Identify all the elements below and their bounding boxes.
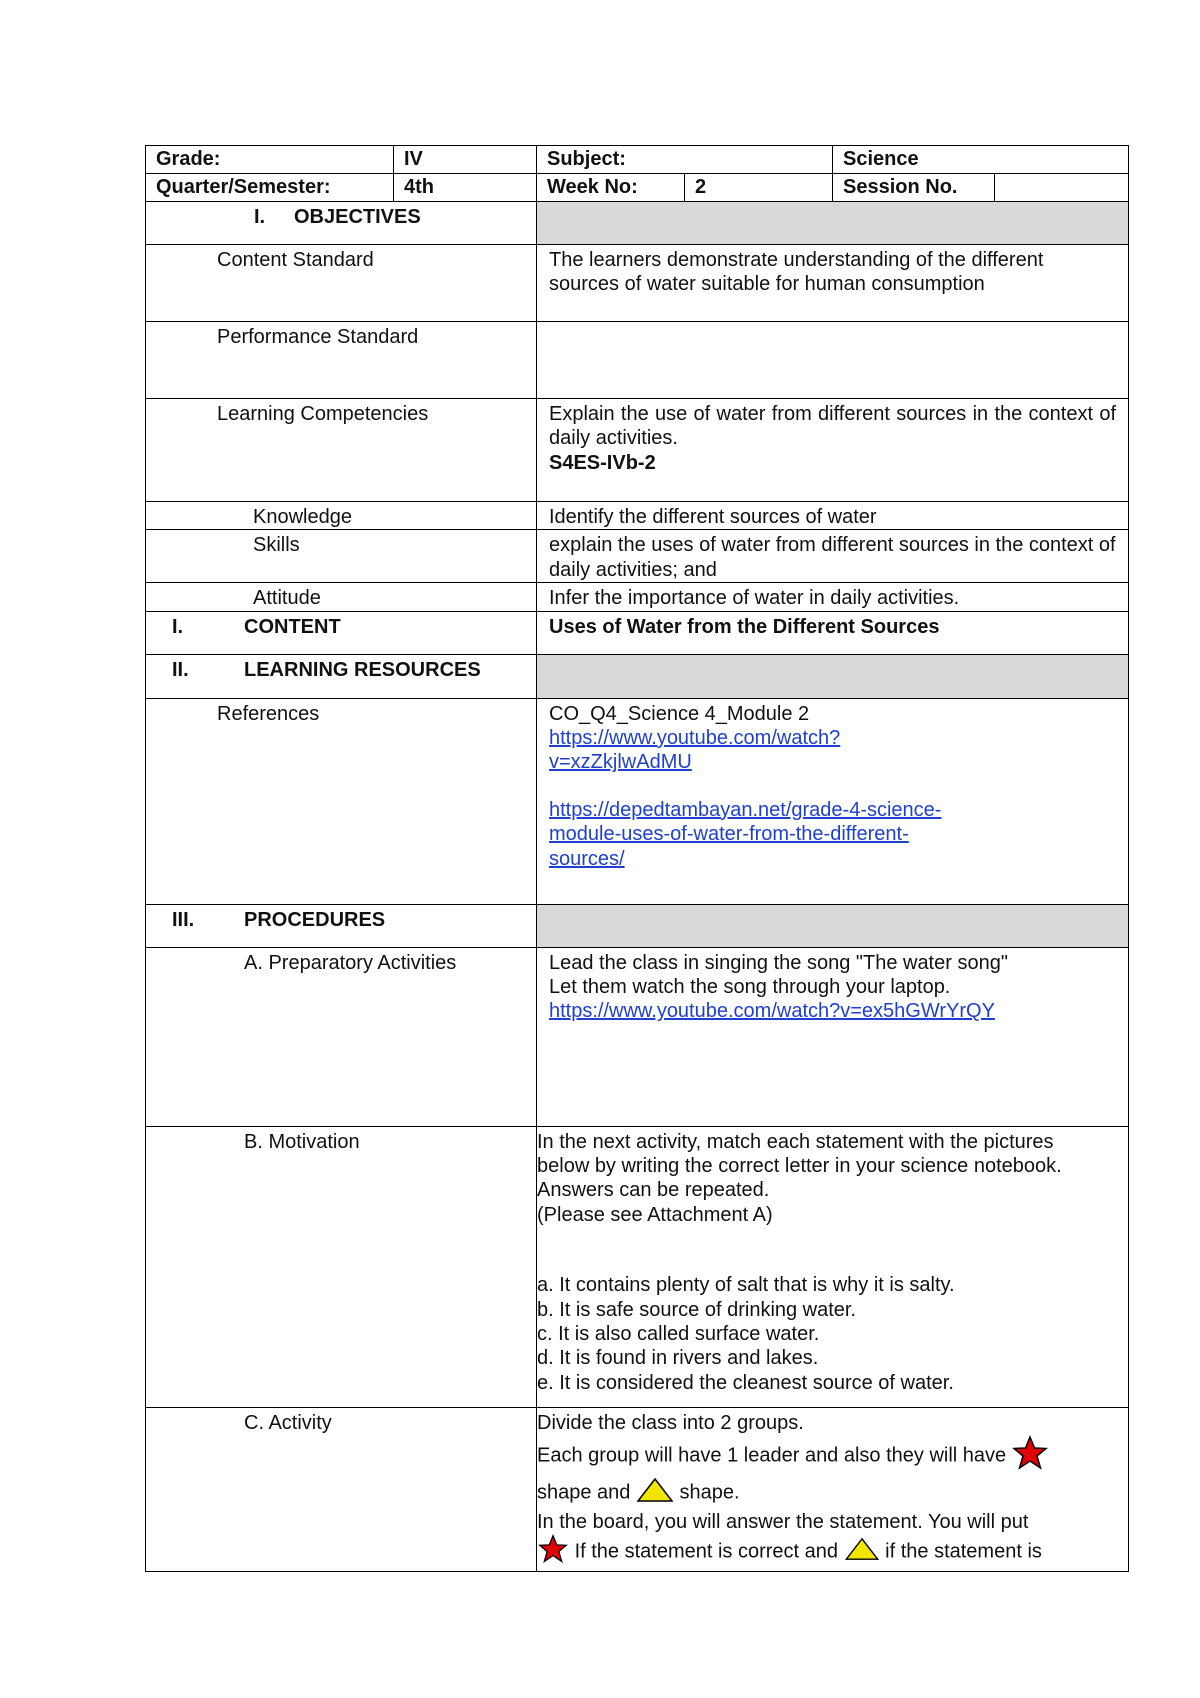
content-row bbox=[146, 611, 1129, 654]
objectives-heading-row bbox=[146, 202, 1129, 245]
procedures-heading bbox=[146, 904, 537, 947]
activity-line4: In the board, you will answer the statement. You will put bbox=[537, 1510, 1029, 1533]
quarter-label: Quarter/Semester: bbox=[146, 174, 394, 202]
objectives-shaded-cell bbox=[537, 202, 1129, 245]
objectives-heading bbox=[146, 202, 537, 245]
skills-label: Skills bbox=[146, 530, 537, 583]
reference-spacer bbox=[549, 775, 1116, 798]
motivation-line3: Answers can be repeated. bbox=[537, 1179, 770, 1202]
attitude-text: Infer the importance of water in daily activities. bbox=[537, 583, 1129, 611]
content-numeral: I. bbox=[172, 615, 184, 638]
activity-line1: Divide the class into 2 groups. bbox=[537, 1411, 804, 1434]
activity-row bbox=[146, 1407, 1129, 1571]
activity-label: C. Activity bbox=[146, 1407, 537, 1571]
motivation-line1: In the next activity, match each statement with the pictures bbox=[537, 1130, 1054, 1153]
knowledge-row bbox=[146, 502, 1129, 530]
competencies-row bbox=[146, 399, 1129, 502]
triangle-icon bbox=[636, 1477, 674, 1509]
reference-module: CO_Q4_Science 4_Module 2 bbox=[549, 702, 810, 725]
performance-standard-row bbox=[146, 322, 1129, 399]
knowledge-text: Identify the different sources of water bbox=[537, 502, 1129, 530]
procedures-title: PROCEDURES bbox=[244, 908, 386, 931]
content-text: Uses of Water from the Different Sources bbox=[537, 611, 1129, 654]
header-row-quarter bbox=[146, 174, 1129, 202]
week-value: 2 bbox=[685, 174, 833, 202]
preparatory-label: A. Preparatory Activities bbox=[146, 947, 537, 1126]
preparatory-video-link[interactable]: https://www.youtube.com/watch?v=ex5hGWrYrQY bbox=[549, 1000, 995, 1023]
activity-line2 bbox=[537, 1435, 1126, 1477]
content-standard-text: The learners demonstrate understanding of the different sources of water suitable for human consumption bbox=[537, 245, 1129, 322]
lesson-plan-table bbox=[145, 145, 1129, 1572]
content-heading bbox=[146, 611, 537, 654]
procedures-heading-row bbox=[146, 904, 1129, 947]
knowledge-label: Knowledge bbox=[146, 502, 537, 530]
preparatory-cell bbox=[537, 947, 1129, 1126]
attitude-label: Attitude bbox=[146, 583, 537, 611]
triangle-icon bbox=[844, 1537, 880, 1567]
motivation-item: a. It contains plenty of salt that is why it is salty. bbox=[537, 1274, 955, 1297]
motivation-row bbox=[146, 1126, 1129, 1407]
preparatory-line1: Lead the class in singing the song "The water song" bbox=[549, 951, 1008, 974]
activity-line5-text-b: if the statement is bbox=[885, 1540, 1042, 1563]
content-standard-row bbox=[146, 245, 1129, 322]
content-standard-label: Content Standard bbox=[146, 245, 537, 322]
objectives-title: OBJECTIVES bbox=[294, 206, 421, 228]
header-row-grade bbox=[146, 146, 1129, 174]
motivation-line4: (Please see Attachment A) bbox=[537, 1203, 773, 1226]
motivation-label: B. Motivation bbox=[146, 1126, 537, 1407]
references-cell bbox=[537, 698, 1129, 904]
objectives-numeral: I. bbox=[254, 206, 266, 228]
reference-deped-link-line1[interactable]: https://depedtambayan.net/grade-4-science- bbox=[549, 798, 942, 821]
motivation-line2: below by writing the correct letter in your science notebook. bbox=[537, 1154, 1062, 1177]
activity-line3-text-a: shape and bbox=[537, 1481, 631, 1504]
skills-text: explain the uses of water from different sources in the context of daily activities; and bbox=[537, 530, 1129, 583]
resources-heading bbox=[146, 654, 537, 698]
competencies-label: Learning Competencies bbox=[146, 399, 537, 502]
motivation-spacer bbox=[537, 1227, 1126, 1250]
lesson-plan-sheet bbox=[145, 145, 1128, 1572]
competencies-code: S4ES-IVb-2 bbox=[549, 451, 656, 474]
activity-line3-text-b: shape. bbox=[679, 1481, 740, 1504]
motivation-cell bbox=[537, 1126, 1129, 1407]
content-title: CONTENT bbox=[244, 615, 341, 638]
reference-youtube-link-line1[interactable]: https://www.youtube.com/watch? bbox=[549, 726, 841, 749]
attitude-row bbox=[146, 583, 1129, 611]
activity-line5-text-a: If the statement is correct and bbox=[574, 1540, 839, 1563]
motivation-item: b. It is safe source of drinking water. bbox=[537, 1298, 857, 1321]
references-label: References bbox=[146, 698, 537, 904]
preparatory-line2: Let them watch the song through your laptop. bbox=[549, 975, 951, 998]
preparatory-row bbox=[146, 947, 1129, 1126]
subject-label: Subject: bbox=[537, 146, 833, 174]
week-label: Week No: bbox=[537, 174, 685, 202]
activity-line5 bbox=[537, 1534, 1126, 1570]
reference-youtube-link-line2[interactable]: v=xzZkjlwAdMU bbox=[549, 751, 692, 774]
activity-line2-text: Each group will have 1 leader and also they will have bbox=[537, 1444, 1007, 1467]
grade-value: IV bbox=[394, 146, 537, 174]
procedures-shaded-cell bbox=[537, 904, 1129, 947]
motivation-item: d. It is found in rivers and lakes. bbox=[537, 1347, 819, 1370]
performance-standard-text bbox=[537, 322, 1129, 399]
star-icon bbox=[1012, 1435, 1048, 1477]
motivation-item: e. It is considered the cleanest source of water. bbox=[537, 1371, 954, 1394]
motivation-item: c. It is also called surface water. bbox=[537, 1322, 820, 1345]
resources-title: LEARNING RESOURCES bbox=[244, 658, 481, 681]
reference-deped-link-line2[interactable]: module-uses-of-water-from-the-different- bbox=[549, 823, 909, 846]
resources-heading-row bbox=[146, 654, 1129, 698]
grade-label: Grade: bbox=[146, 146, 394, 174]
resources-shaded-cell bbox=[537, 654, 1129, 698]
activity-line3 bbox=[537, 1477, 1126, 1509]
motivation-spacer bbox=[537, 1250, 1126, 1273]
reference-deped-link-line3[interactable]: sources/ bbox=[549, 847, 625, 870]
subject-value: Science bbox=[833, 146, 1129, 174]
resources-numeral: II. bbox=[172, 658, 189, 681]
performance-standard-label: Performance Standard bbox=[146, 322, 537, 399]
competencies-cell bbox=[537, 399, 1129, 502]
references-row bbox=[146, 698, 1129, 904]
session-label: Session No. bbox=[833, 174, 995, 202]
session-value bbox=[995, 174, 1129, 202]
procedures-numeral: III. bbox=[172, 908, 195, 931]
skills-row bbox=[146, 530, 1129, 583]
activity-cell bbox=[537, 1407, 1129, 1571]
competencies-text: Explain the use of water from different sources in the context of daily activities. bbox=[549, 403, 1117, 450]
star-icon bbox=[537, 1534, 569, 1570]
quarter-value: 4th bbox=[394, 174, 537, 202]
